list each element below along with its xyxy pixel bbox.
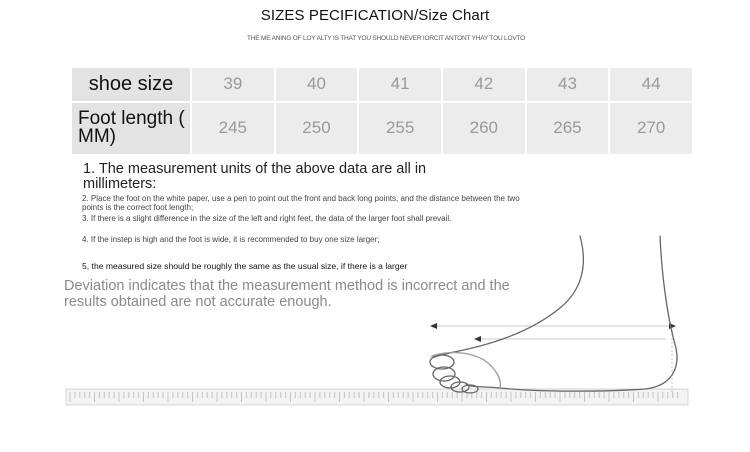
row-label-foot-length: Foot length ( MM) <box>72 103 190 154</box>
row-label-shoe-size: shoe size <box>72 68 190 101</box>
deviation-note: Deviation indicates that the measurement method is incorrect and the results obtained are not accurate enough. <box>64 278 510 310</box>
note-4-instep: 4. If the instep is high and the foot is wide, it is recommended to buy one size larger; <box>82 235 380 244</box>
length-cell: 270 <box>610 103 692 154</box>
measurement-lines <box>436 326 672 392</box>
note-2-placement: 2. Place the foot on the white paper, use a pen to point out the front and back long points, and the distance between the two points is the correct foot length; <box>82 194 520 212</box>
size-cell: 40 <box>276 68 358 101</box>
page-subtitle: THE ME ANING OF LOY ALTY IS THAT YOU SHOULD NEVER IORCIT ANTONT YHAY TOU LOVTO <box>247 35 525 42</box>
note-5-usual-size: 5, the measured size should be roughly the same as the usual size, if there is a larger <box>82 261 408 271</box>
size-cell: 41 <box>359 68 441 101</box>
size-cell: 44 <box>610 68 692 101</box>
note-3-difference: 3. If there is a slight difference in the size of the left and right feet, the data of the larger foot shall prevail. <box>82 214 452 223</box>
length-cell: 260 <box>443 103 525 154</box>
size-cell: 39 <box>192 68 274 101</box>
size-cell: 42 <box>443 68 525 101</box>
length-cell: 250 <box>276 103 358 154</box>
size-cell: 43 <box>527 68 609 101</box>
page-title: SIZES PECIFICATION/Size Chart <box>260 7 490 24</box>
length-cell: 265 <box>527 103 609 154</box>
note-1-units: 1. The measurement units of the above data are all in millimeters: <box>83 161 427 192</box>
foot-outline-icon <box>430 236 677 393</box>
length-cell: 255 <box>359 103 441 154</box>
length-cell: 245 <box>192 103 274 154</box>
